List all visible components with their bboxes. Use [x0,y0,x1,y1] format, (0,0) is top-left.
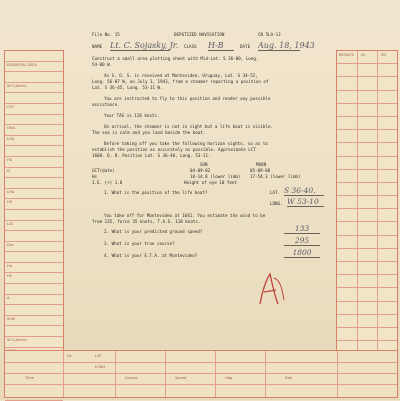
right-form-row [337,288,397,301]
q1-lat-value: S 36-40. [284,186,324,196]
left-form-row [5,168,63,179]
right-form-row [337,262,397,275]
date-label: DATE [240,44,251,49]
form-divider [215,351,216,397]
body-line: You are instructed to fly to this position and render any possible [104,96,271,101]
hc-header: Hc [361,53,366,57]
left-form-row [5,242,63,253]
left-form-label: A [7,295,10,300]
left-form-row [5,231,63,242]
right-form-row [337,157,397,170]
right-form-row [337,222,397,235]
right-form-row [337,302,397,315]
left-form-row [5,189,63,200]
left-form-row [5,295,63,306]
left-form-row [5,316,63,327]
left-form-row [5,263,63,274]
body-line: Long. 56-07 W, on July 1, 1943, from a steamer reporting a position of [92,79,269,84]
left-form-label: ESSENTIAL DATA [7,62,37,67]
right-form-row [337,143,397,156]
right-form-row [337,183,397,196]
bottom-label: Course [125,376,138,380]
left-form-row [5,125,63,136]
class-label: CLASS [184,44,197,49]
height-of-eye: Height of eye 10 feet [184,180,237,185]
question-1: 1. What is the position of the life boat? [104,190,208,195]
zn-header: ZN [381,53,386,57]
right-results-form [336,50,398,370]
body-line: You take off for Montevideo at 1641. You estimate the wind to be [104,213,266,218]
left-form-row [5,115,63,126]
gct-label: GCT(date) [92,168,115,173]
q4-answer: 1800 [284,248,320,258]
body-line: On arrival, the steamer is not in sight but a life boat is visible. [104,124,273,129]
left-form-row [5,104,63,115]
form-divider [165,351,166,397]
bottom-label: Speed [175,376,187,380]
right-form-row [337,64,397,77]
form-divider [337,351,338,397]
form-divider [377,51,378,369]
right-form-row [337,130,397,143]
name-value: Lt. C. Sojasky, Jr. [110,41,179,50]
date-value: Aug. 18, 1943 [258,41,315,50]
right-form-row [337,249,397,262]
hs-label: Hs [92,174,98,179]
moon-gct: 05-09-08 [250,168,271,173]
name-label: NAME [92,44,103,49]
left-form-row [5,62,63,73]
left-form-row [5,72,63,83]
right-form-row [337,196,397,209]
left-data-form [4,50,64,370]
left-form-label: LAT [7,221,14,226]
left-form-label: SUM [7,316,16,321]
form-divider [115,351,116,397]
q2-answer: 133 [284,224,320,234]
right-form-row [337,104,397,117]
left-form-row [5,178,63,189]
results-header: RESULTS [339,53,354,57]
bottom-label: LAT [95,354,102,358]
left-form-label: COT [7,104,15,109]
left-form-row [5,210,63,221]
left-form-label: W.T.(Amer) [7,83,27,88]
form-divider [357,51,358,369]
question-3: 3. What is your true course? [104,241,175,246]
right-form-row [337,328,397,341]
cn-number: CN 5LA-13 [258,32,281,37]
left-form-row [5,284,63,295]
left-form-row [5,136,63,147]
left-form-row [5,305,63,316]
moon-label: MOON [256,162,267,167]
question-4: 4. What is your E.T.A. at Montevideo? [104,253,198,258]
right-form-row [337,91,397,104]
sun-hs: 18-14.8 (lower limb) [190,174,241,179]
left-form-label: Ho [7,263,12,268]
left-form-row [5,51,63,62]
moon-hs: 17-54.3 (lower limb) [250,174,301,179]
left-form-row [5,83,63,94]
bottom-form-strip [4,350,398,398]
sun-gct: 04-09-02 [190,168,211,173]
left-form-label: HC [7,274,13,279]
sun-label: SUN [200,162,208,167]
left-form-row [5,93,63,104]
bottom-label: Time [25,376,34,380]
right-form-row [337,275,397,288]
q3-answer: 295 [284,236,320,246]
left-form-row [5,221,63,232]
file-number: File No. 15 [92,32,120,37]
bottom-label: Hc [67,354,72,358]
left-form-row [5,146,63,157]
body-line: establish the position as accurately as possible. Approximate LCT [92,147,256,152]
instruction-line: Construct a small area plotting sheet with Mid-Lat. S 36-00, Long. [92,56,259,61]
bottom-label: LONG [95,365,106,369]
ie-label: I.E. (+) 1.8 [92,180,123,185]
grading-mark-icon [254,270,288,308]
body-line: 1600. D. R. Position Lat. S 36-40, Long. 53-11. [92,153,211,158]
left-form-label: HS [7,157,12,162]
body-line: Your TAS is 118 knots. [104,113,160,118]
form-divider [63,351,64,397]
left-form-label: IC [7,168,11,173]
left-form-row [5,252,63,263]
right-form-row [337,315,397,328]
document-title: DEPUTIZED NAVIGATION [174,32,225,37]
right-form-row [337,117,397,130]
body-line: The sea is calm and you land beside the boat. [92,130,206,135]
body-line: Before taking off you take the following horizon sights, so as to [104,141,268,146]
q1-long-value: W 53-10 [287,197,324,207]
q1-lat-label: LAT. [270,190,281,195]
left-form-row [5,157,63,168]
left-form-label: HS [7,200,12,205]
right-form-row [337,170,397,183]
left-form-row [5,199,63,210]
left-form-row [5,337,63,348]
right-form-row [337,77,397,90]
bottom-label: Dist [285,376,293,380]
right-form-row [337,236,397,249]
form-divider [265,351,266,397]
left-form-label: LHA [7,189,15,194]
left-form-row [5,273,63,284]
body-line: assistance. [92,102,120,107]
body-line: Lat. S 36-45, Long. 53-11 W. [92,85,163,90]
left-form-label: W.T.(Amer) [7,338,27,343]
left-form-label: Dec [7,242,14,247]
left-form-label: GHA [7,126,15,131]
instruction-line: 54-00 W. [92,62,113,67]
left-form-row [5,326,63,337]
body-line: from 135, force 35 knots, T.A.S. 118 knots. [92,219,201,224]
question-2: 2. What is your predicted ground speed? [104,229,203,234]
right-form-row [337,209,397,222]
bottom-label: Hdg [225,376,233,380]
body-line: An S. O. S. is received at Montevideo, Uruguay, Lat. S 34-52, [104,73,258,78]
left-form-label: LHA [7,136,15,141]
class-value: H-B [208,41,234,51]
q1-long-label: LONG. [270,201,283,206]
